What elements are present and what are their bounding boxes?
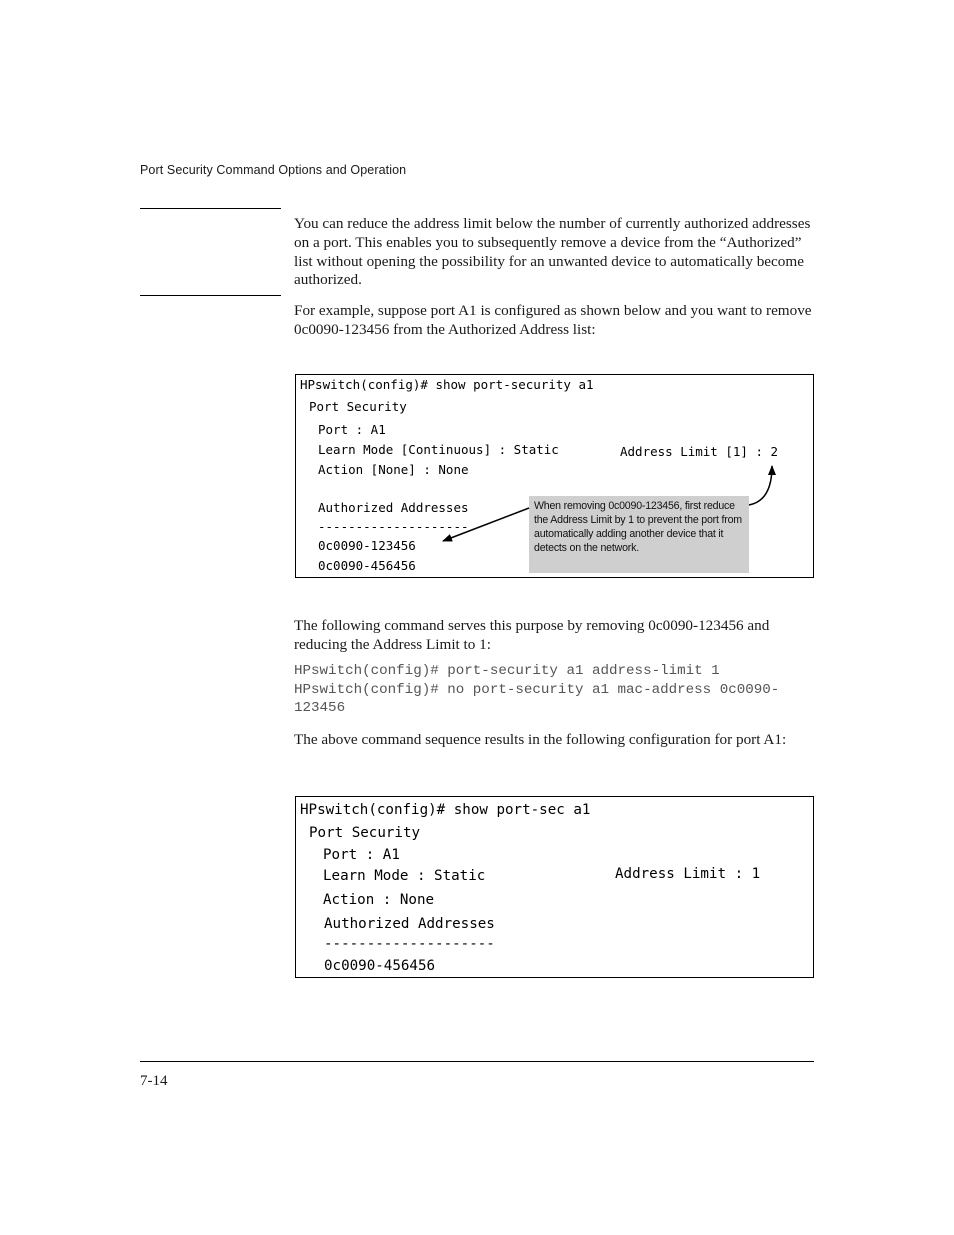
fig1-section: Port Security [309, 399, 407, 414]
fig1-learn-mode: Learn Mode [Continuous] : Static [318, 442, 559, 457]
fig1-port: Port : A1 [318, 422, 386, 437]
fig2-authorized-header: Authorized Addresses [324, 916, 495, 932]
fig2-learn-mode: Learn Mode : Static [323, 868, 486, 884]
example-paragraph: For example, suppose port A1 is configured as shown below and you want to remove 0c0090-123456 from the Authorized Address list: [294, 302, 812, 338]
command-line-1: HPswitch(config)# port-security a1 address-limit 1 [294, 663, 720, 679]
fig2-address-limit: Address Limit : 1 [615, 866, 761, 882]
fig1-address-1: 0c0090-123456 [318, 538, 416, 553]
footer-rule [140, 1061, 814, 1062]
arrow-to-address [443, 508, 529, 541]
fig2-action: Action : None [323, 892, 435, 908]
fig1-prompt: HPswitch(config)# show port-security a1 [300, 377, 594, 392]
result-paragraph: The above command sequence results in the following configuration for port A1: [294, 731, 787, 748]
fig2-address-1: 0c0090-456456 [324, 958, 436, 974]
fig2-prompt: HPswitch(config)# show port-sec a1 [300, 802, 591, 818]
command-line-3: 123456 [294, 700, 346, 717]
command-paragraph: The following command serves this purpose by removing 0c0090-123456 and reducing the Address Limit to 1: [294, 617, 770, 653]
running-header: Port Security Command Options and Operation [140, 163, 407, 177]
fig1-divider: -------------------- [318, 519, 469, 534]
arrow-to-limit [749, 466, 772, 505]
command-line-2: HPswitch(config)# no port-security a1 mac-address 0c0090- [294, 681, 780, 698]
fig1-action: Action [None] : None [318, 462, 469, 477]
fig2-port: Port : A1 [323, 847, 400, 863]
command-listing [294, 662, 814, 718]
fig2-divider: -------------------- [324, 936, 495, 952]
note-text: You can reduce the address limit below the number of currently authorized addresses on a port. This enables you to subsequently remove a device from the “Authorized” list without opening the possibility for an unwanted device to automatically become authorized. [294, 215, 811, 289]
callout-note: When removing 0c0090-123456, first reduce the Address Limit by 1 to prevent the port from automatically adding another device that it detects on the network. [529, 496, 749, 573]
page-number: 7-14 [140, 1073, 168, 1089]
fig1-address-2: 0c0090-456456 [318, 558, 416, 573]
fig1-authorized-header: Authorized Addresses [318, 500, 469, 515]
fig1-address-limit: Address Limit [1] : 2 [620, 444, 779, 459]
fig2-section: Port Security [309, 825, 421, 841]
